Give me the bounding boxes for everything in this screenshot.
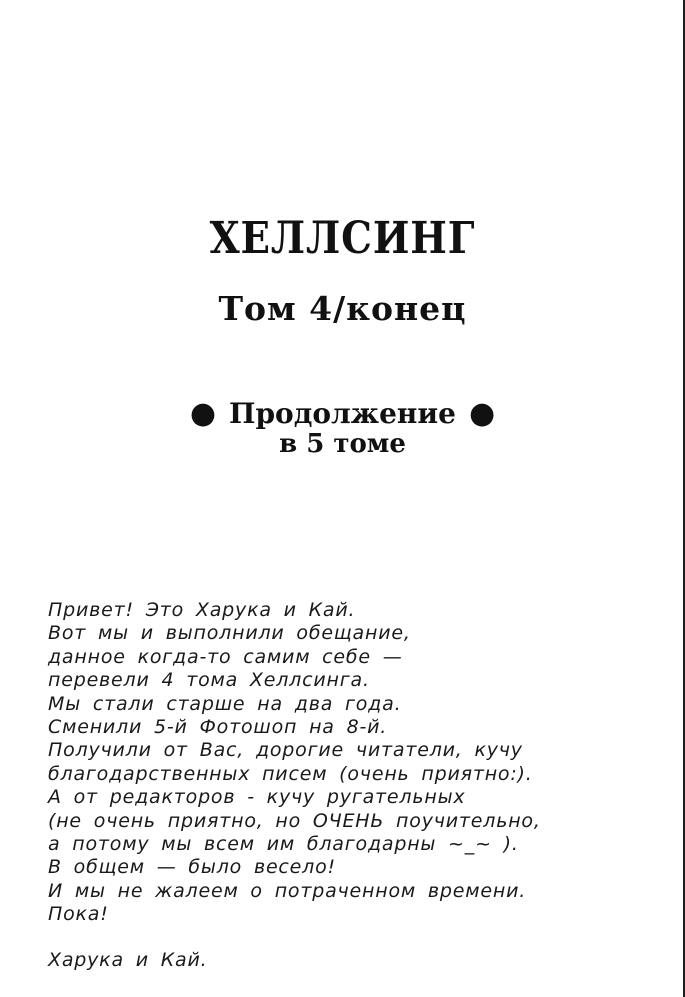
afterword-line: Сменили 5-й Фотошоп на 8-й. xyxy=(48,716,388,739)
afterword-line: а потому мы всем им благодарны ~_~ ). xyxy=(48,833,519,856)
afterword-line: данное когда-то самим себе — xyxy=(48,645,403,668)
continuation-text: Продолжение xyxy=(229,397,456,430)
afterword-line: А от редакторов - кучу ругательных xyxy=(48,786,466,809)
signature: Харука и Кай. xyxy=(48,948,208,971)
continuation-volume-text: в 5 томе xyxy=(279,429,406,459)
afterword-text xyxy=(48,599,541,972)
continuation-line xyxy=(0,396,685,431)
series-title: ХЕЛЛСИНГ xyxy=(209,213,476,264)
afterword-line: Получили от Вас, дорогие читатели, кучу xyxy=(48,739,523,762)
afterword-line: Мы стали старше на два года. xyxy=(48,692,402,715)
continuation-note xyxy=(0,396,685,459)
bullet-dot-icon: ● xyxy=(189,396,217,431)
afterword-line: Привет! Это Харука и Кай. xyxy=(48,599,356,621)
afterword-line: благодарственных писем (очень приятно:). xyxy=(48,762,533,785)
bullet-dot-icon: ● xyxy=(468,396,496,431)
afterword-line: Вот мы и выполнили обещание, xyxy=(48,622,411,645)
afterword-line: И мы не жалеем о потраченном времени. xyxy=(48,879,527,902)
afterword-line: (не очень приятно, но ОЧЕНЬ поучительно, xyxy=(48,809,541,832)
afterword-line: В общем — было весело! xyxy=(48,856,336,879)
afterword-line: перевели 4 тома Хеллсинга. xyxy=(48,669,370,692)
volume-subtitle: Том 4/конец xyxy=(218,289,467,328)
afterword-line: Пока! xyxy=(48,903,109,926)
